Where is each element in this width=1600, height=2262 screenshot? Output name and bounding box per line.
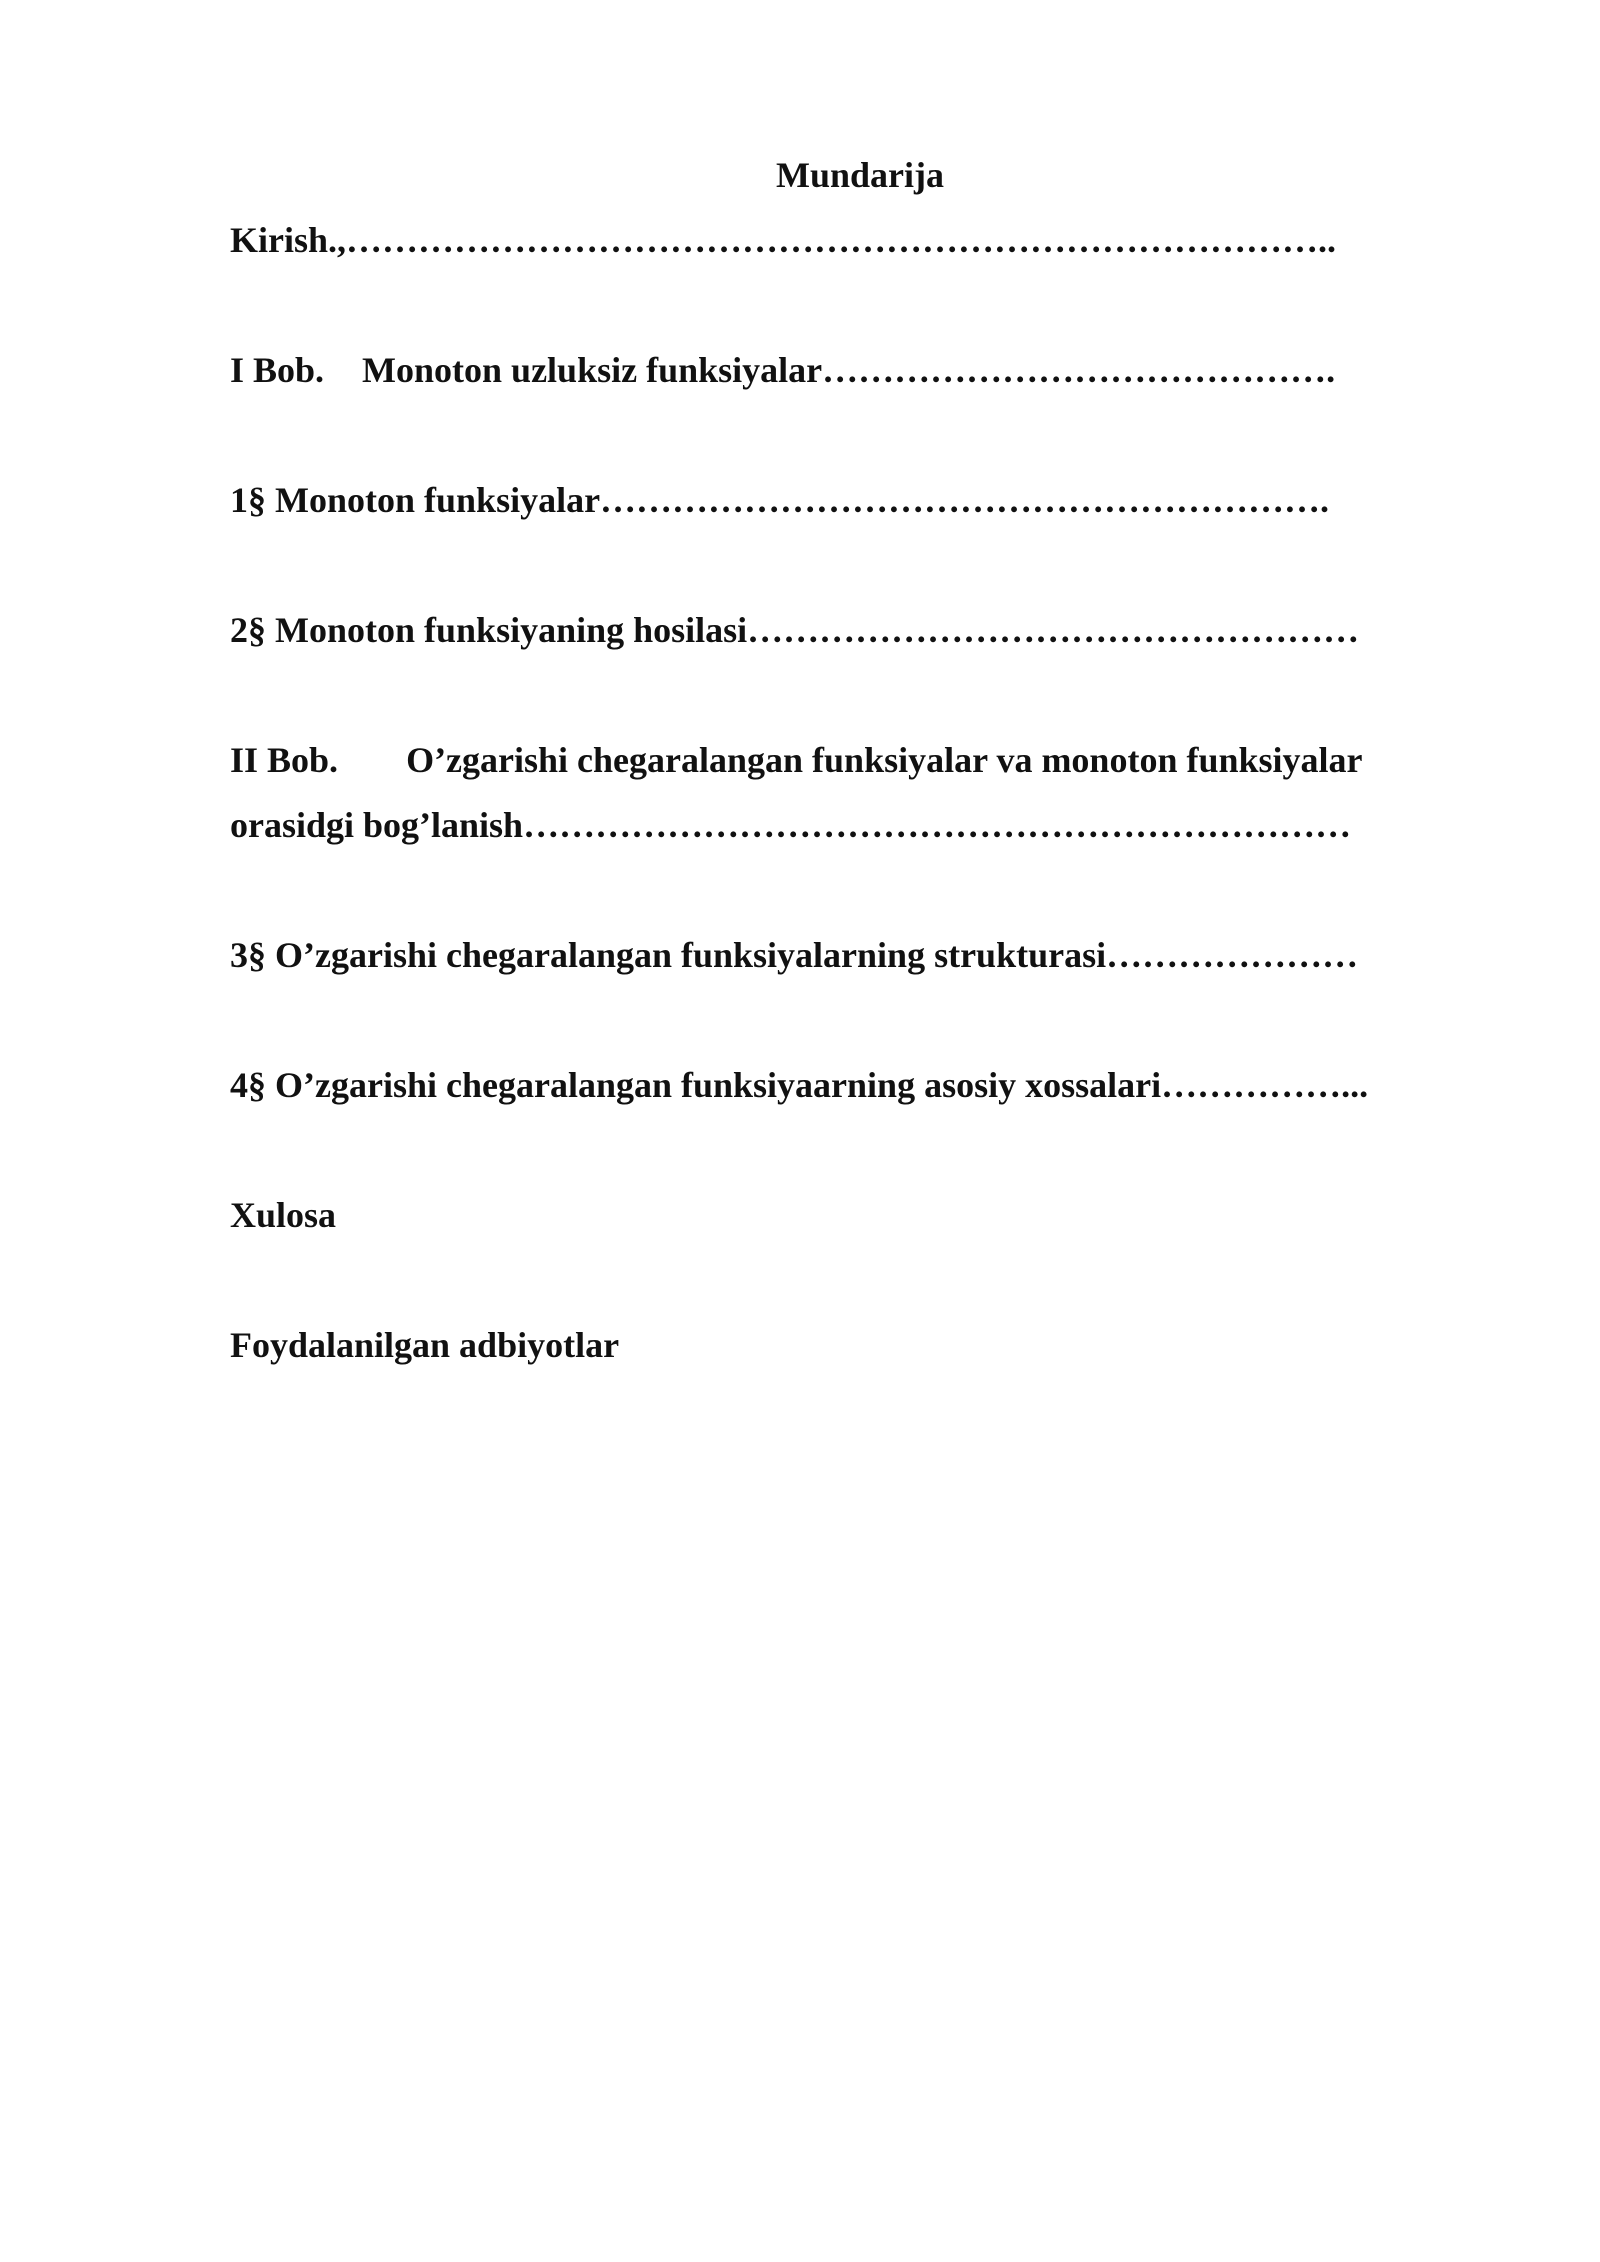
toc-entry-section-3 — [230, 930, 1358, 980]
toc-entry-text: Foydalanilgan adbiyotlar — [230, 1325, 620, 1365]
toc-entry-section-1 — [230, 475, 1329, 525]
toc-entry-text: 2§ Monoton funksiyaning hosilasi…………………………………………… — [230, 610, 1360, 650]
toc-entry-kirish — [230, 215, 1336, 265]
toc-entry-text: Kirish.,……………………………………………………………………….. — [230, 220, 1337, 260]
toc-entry-text: Monoton uzluksiz funksiyalar……………………………………. — [362, 350, 1336, 390]
toc-entry-chapter-2 — [230, 735, 1363, 785]
toc-entry-text: 1§ Monoton funksiyalar……………………………………………………. — [230, 480, 1330, 520]
toc-entry-text: 4§ O’zgarishi chegaralangan funksiyaarning asosiy xossalari……………... — [230, 1065, 1369, 1105]
toc-entry-text: 3§ O’zgarishi chegaralangan funksiyalarning strukturasi………………… — [230, 935, 1359, 975]
toc-entry-section-4 — [230, 1060, 1368, 1110]
toc-entry-text: Xulosa — [230, 1195, 337, 1235]
toc-entry-section-2 — [230, 605, 1359, 655]
toc-entry-references — [230, 1320, 619, 1370]
page-title: Mundarija — [775, 155, 944, 195]
toc-entry-chapter-2-continuation — [230, 800, 1351, 850]
toc-chapter-prefix: I Bob. — [230, 350, 325, 390]
toc-entry-xulosa — [230, 1190, 336, 1240]
toc-entry-chapter-1 — [230, 345, 1335, 395]
toc-entry-text: O’zgarishi chegaralangan funksiyalar va monoton funksiyalar — [406, 740, 1363, 780]
toc-chapter-prefix: II Bob. — [230, 740, 339, 780]
toc-entry-text: orasidgi bog’lanish…………………………………………………………… — [230, 805, 1352, 845]
